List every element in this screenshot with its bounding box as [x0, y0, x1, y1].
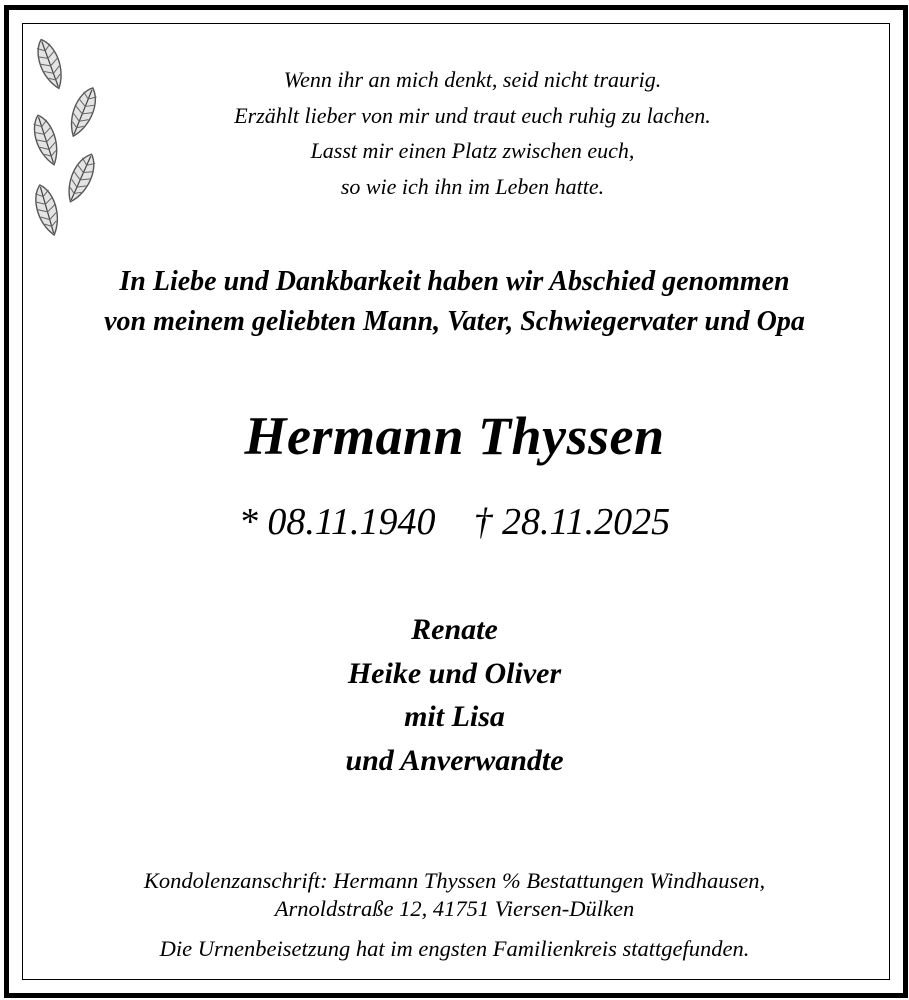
burial-note: Die Urnenbeisetzung hat im engsten Familienkreis stattgefunden.	[159, 936, 750, 961]
family-names	[0, 608, 909, 782]
poem	[0, 62, 909, 204]
poem-line: Wenn ihr an mich denkt, seid nicht traurig.	[283, 67, 662, 92]
condolence-address	[0, 867, 909, 923]
condolence-line: Arnoldstraße 12, 41751 Viersen-Dülken	[274, 896, 635, 921]
deceased-name: Hermann Thyssen	[244, 406, 665, 466]
intro-line: von meinem geliebten Mann, Vater, Schwiegervater und Opa	[104, 306, 805, 337]
family-line: Heike und Oliver	[347, 656, 562, 690]
poem-line: Erzählt lieber von mir und traut euch ruhig zu lachen.	[234, 102, 711, 128]
family-line: und Anverwandte	[345, 743, 564, 777]
life-dates	[0, 497, 909, 547]
family-line: Renate	[411, 613, 498, 646]
condolence-line: Kondolenzanschrift: Hermann Thyssen % Bestattungen Windhausen,	[143, 868, 766, 893]
poem-line: Lasst mir einen Platz zwischen euch,	[310, 138, 635, 163]
death-date: † 28.11.2025	[473, 501, 671, 543]
birth-date: * 08.11.1940	[238, 501, 436, 543]
family-line: mit Lisa	[404, 700, 505, 733]
intro-line: In Liebe und Dankbarkeit haben wir Abschied genommen	[119, 266, 790, 297]
intro-text	[0, 262, 909, 342]
poem-line: so wie ich ihn im Leben hatte.	[340, 173, 605, 199]
